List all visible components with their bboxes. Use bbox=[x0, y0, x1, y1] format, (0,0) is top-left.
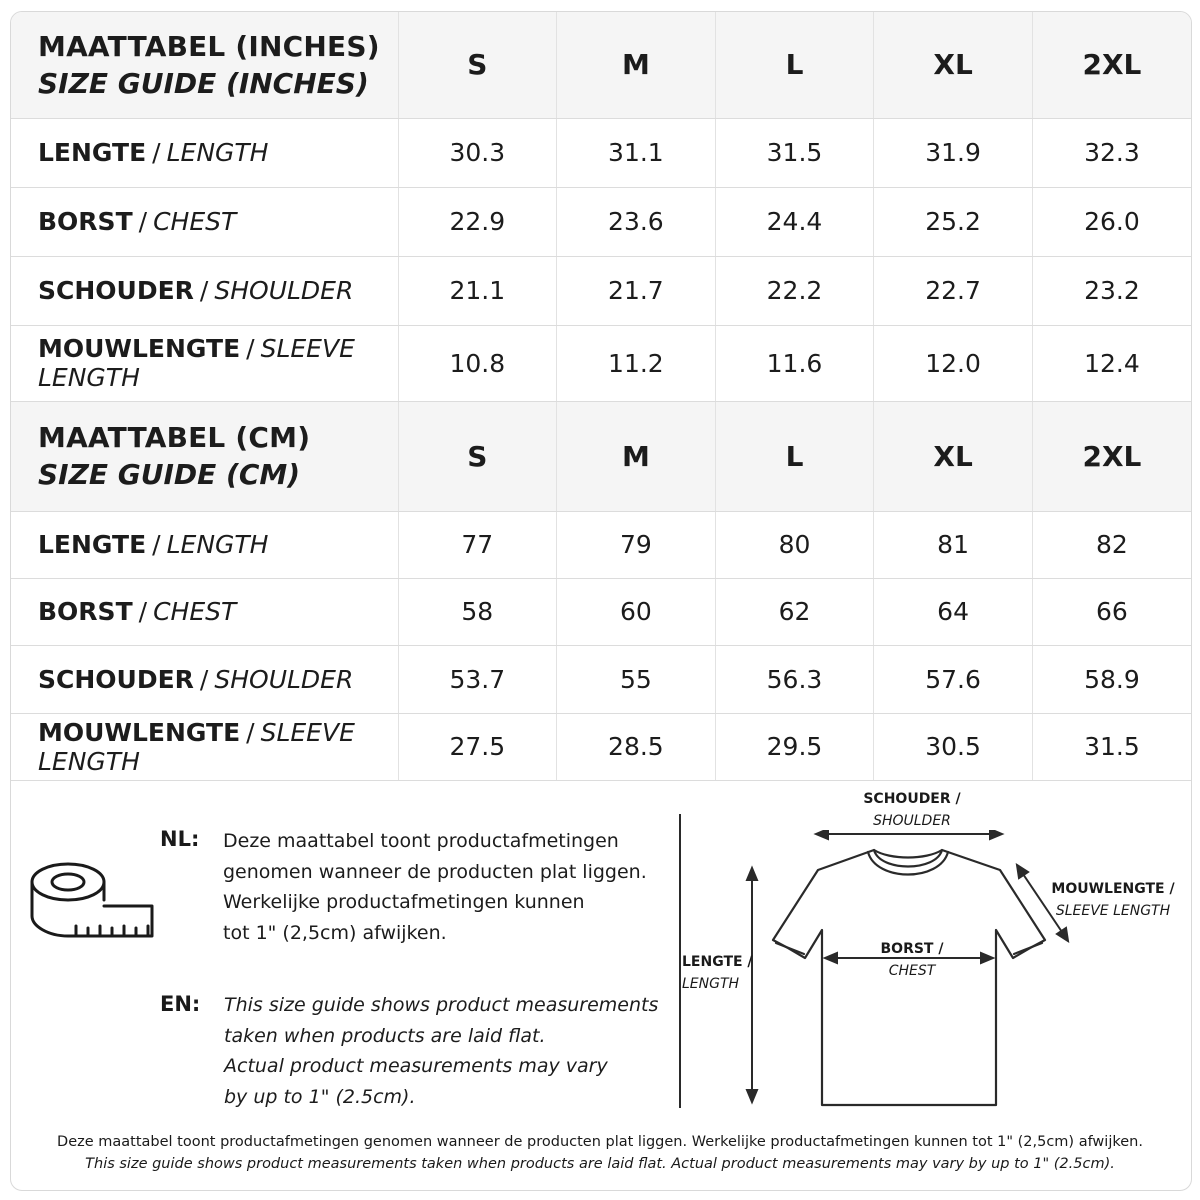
table-cell: 32.3 bbox=[1032, 118, 1191, 187]
length-label-nl: LENGTE / bbox=[682, 954, 753, 970]
nl-note-line: Deze maattabel toont productafmetingen bbox=[223, 830, 619, 852]
en-note-line: Actual product measurements may vary bbox=[224, 1055, 608, 1077]
row-label-nl: SCHOUDER bbox=[38, 276, 194, 305]
size-header-m: M bbox=[557, 12, 716, 118]
length-label-en: LENGTH bbox=[682, 976, 740, 992]
footer-note-en: This size guide shows product measurements taken when products are laid flat. Actual product measurements may vary by up to 1" (2.5cm). bbox=[85, 1156, 1115, 1172]
row-label-nl: LENGTE bbox=[38, 138, 147, 167]
table-cell: 81 bbox=[874, 511, 1033, 578]
inches-title-en: SIZE GUIDE (INCHES) bbox=[38, 66, 369, 100]
chest-label bbox=[860, 938, 964, 982]
row-label: MOUWLENGTE / SLEEVE LENGTH bbox=[11, 325, 398, 401]
table-cell: 27.5 bbox=[398, 713, 557, 780]
en-note-line: taken when products are laid flat. bbox=[224, 1024, 546, 1047]
nl-note-line: genomen wanneer de producten plat liggen. bbox=[223, 860, 647, 883]
size-header-xl: XL bbox=[874, 12, 1033, 118]
table-cell: 58.9 bbox=[1032, 645, 1191, 713]
length-label bbox=[682, 951, 764, 995]
inches-header-row bbox=[11, 12, 1191, 118]
table-cell: 12.4 bbox=[1032, 325, 1191, 401]
en-note-line: by up to 1" (2.5cm). bbox=[224, 1085, 416, 1108]
row-label-nl: LENGTE bbox=[38, 530, 147, 559]
row-label-nl: BORST bbox=[38, 207, 133, 236]
nl-tag: NL: bbox=[160, 827, 200, 851]
size-header-m: M bbox=[557, 401, 716, 511]
row-label: LENGTE / LENGTH bbox=[11, 118, 398, 187]
row-label-nl: MOUWLENGTE bbox=[38, 717, 241, 747]
size-header-xl: XL bbox=[874, 401, 1033, 511]
table-cell: 55 bbox=[557, 645, 716, 713]
row-label-en: SHOULDER bbox=[214, 664, 354, 694]
row-label-nl: SCHOUDER bbox=[38, 664, 194, 694]
row-label-nl: MOUWLENGTE bbox=[38, 334, 241, 363]
row-label-en: CHEST bbox=[153, 597, 237, 626]
sleeve-length-label-en: SLEEVE LENGTH bbox=[1055, 903, 1171, 919]
table-cell: 26.0 bbox=[1032, 187, 1191, 256]
table-cell: 57.6 bbox=[874, 645, 1033, 713]
table-cell: 11.6 bbox=[715, 325, 874, 401]
table-cell: 56.3 bbox=[715, 645, 874, 713]
row-label-en: SLEEVE LENGTH bbox=[38, 334, 355, 392]
inches-title-nl: MAATTABEL (INCHES) bbox=[38, 29, 380, 63]
size-table bbox=[11, 12, 1191, 781]
table-row bbox=[11, 187, 1191, 256]
table-cell: 31.9 bbox=[874, 118, 1033, 187]
table-cell: 22.7 bbox=[874, 256, 1033, 325]
table-cell: 31.5 bbox=[1032, 713, 1191, 780]
size-header-l: L bbox=[715, 401, 874, 511]
table-row bbox=[11, 325, 1191, 401]
table-cell: 10.8 bbox=[398, 325, 557, 401]
table-cell: 24.4 bbox=[715, 187, 874, 256]
table-cell: 60 bbox=[557, 578, 716, 645]
size-header-s: S bbox=[398, 401, 557, 511]
size-header-2xl: 2XL bbox=[1032, 401, 1191, 511]
row-label-en: LENGTH bbox=[166, 138, 269, 167]
table-row bbox=[11, 256, 1191, 325]
size-header-s: S bbox=[398, 12, 557, 118]
row-label: BORST / CHEST bbox=[11, 578, 398, 645]
en-tag: EN: bbox=[160, 992, 201, 1016]
row-label: SCHOUDER / SHOULDER bbox=[11, 645, 398, 713]
table-cell: 58 bbox=[398, 578, 557, 645]
table-cell: 77 bbox=[398, 511, 557, 578]
size-header-l: L bbox=[715, 12, 874, 118]
row-label-en: CHEST bbox=[153, 207, 237, 236]
table-cell: 80 bbox=[715, 511, 874, 578]
en-note bbox=[224, 990, 658, 1112]
nl-note-line: Werkelijke productafmetingen kunnen bbox=[223, 891, 585, 913]
en-note-line: This size guide shows product measurements bbox=[224, 994, 659, 1016]
divider bbox=[679, 814, 681, 1108]
table-cell: 22.9 bbox=[398, 187, 557, 256]
inches-title bbox=[11, 12, 398, 118]
cm-title-nl: MAATTABEL (CM) bbox=[38, 421, 311, 454]
table-cell: 79 bbox=[557, 511, 716, 578]
table-cell: 21.7 bbox=[557, 256, 716, 325]
table-cell: 30.3 bbox=[398, 118, 557, 187]
row-label-en: SHOULDER bbox=[214, 276, 354, 305]
table-cell: 25.2 bbox=[874, 187, 1033, 256]
nl-note bbox=[223, 826, 647, 948]
table-cell: 23.2 bbox=[1032, 256, 1191, 325]
table-cell: 53.7 bbox=[398, 645, 557, 713]
cm-title-en: SIZE GUIDE (CM) bbox=[38, 458, 301, 491]
shoulder-label bbox=[850, 788, 974, 832]
table-cell: 22.2 bbox=[715, 256, 874, 325]
table-cell: 30.5 bbox=[874, 713, 1033, 780]
measuring-tape-icon bbox=[28, 860, 156, 944]
table-cell: 82 bbox=[1032, 511, 1191, 578]
nl-note-line: tot 1" (2,5cm) afwijken. bbox=[223, 921, 447, 944]
footer-note-nl: Deze maattabel toont productafmetingen genomen wanneer de producten plat liggen. Werkelijke productafmetingen kunnen tot 1" (2,5cm) afwijken. bbox=[57, 1134, 1143, 1150]
cm-header-row bbox=[11, 401, 1191, 511]
row-label: MOUWLENGTE / SLEEVE LENGTH bbox=[11, 713, 398, 780]
row-label: SCHOUDER / SHOULDER bbox=[11, 256, 398, 325]
row-label-nl: BORST bbox=[38, 597, 133, 626]
chest-label-nl: BORST / bbox=[880, 941, 944, 957]
shoulder-label-nl: SCHOUDER / bbox=[863, 791, 961, 807]
table-cell: 66 bbox=[1032, 578, 1191, 645]
shoulder-label-en: SHOULDER bbox=[873, 813, 951, 829]
row-label: BORST / CHEST bbox=[11, 187, 398, 256]
table-cell: 64 bbox=[874, 578, 1033, 645]
table-row bbox=[11, 511, 1191, 578]
table-cell: 31.5 bbox=[715, 118, 874, 187]
row-label-en: LENGTH bbox=[166, 530, 269, 559]
row-label: LENGTE / LENGTH bbox=[11, 511, 398, 578]
table-cell: 12.0 bbox=[874, 325, 1033, 401]
table-cell: 23.6 bbox=[557, 187, 716, 256]
table-row bbox=[11, 645, 1191, 713]
row-label-en: SLEEVE LENGTH bbox=[38, 717, 355, 776]
table-cell: 21.1 bbox=[398, 256, 557, 325]
size-header-2xl: 2XL bbox=[1032, 12, 1191, 118]
sleeve-length-label-nl: MOUWLENGTE / bbox=[1051, 881, 1175, 897]
sleeve-length-label bbox=[1040, 878, 1186, 922]
table-cell: 62 bbox=[715, 578, 874, 645]
table-row bbox=[11, 118, 1191, 187]
cm-title bbox=[11, 401, 398, 511]
table-cell: 31.1 bbox=[557, 118, 716, 187]
table-row bbox=[11, 578, 1191, 645]
table-cell: 11.2 bbox=[557, 325, 716, 401]
chest-label-en: CHEST bbox=[888, 963, 936, 979]
table-cell: 29.5 bbox=[715, 713, 874, 780]
table-cell: 28.5 bbox=[557, 713, 716, 780]
table-row bbox=[11, 713, 1191, 780]
